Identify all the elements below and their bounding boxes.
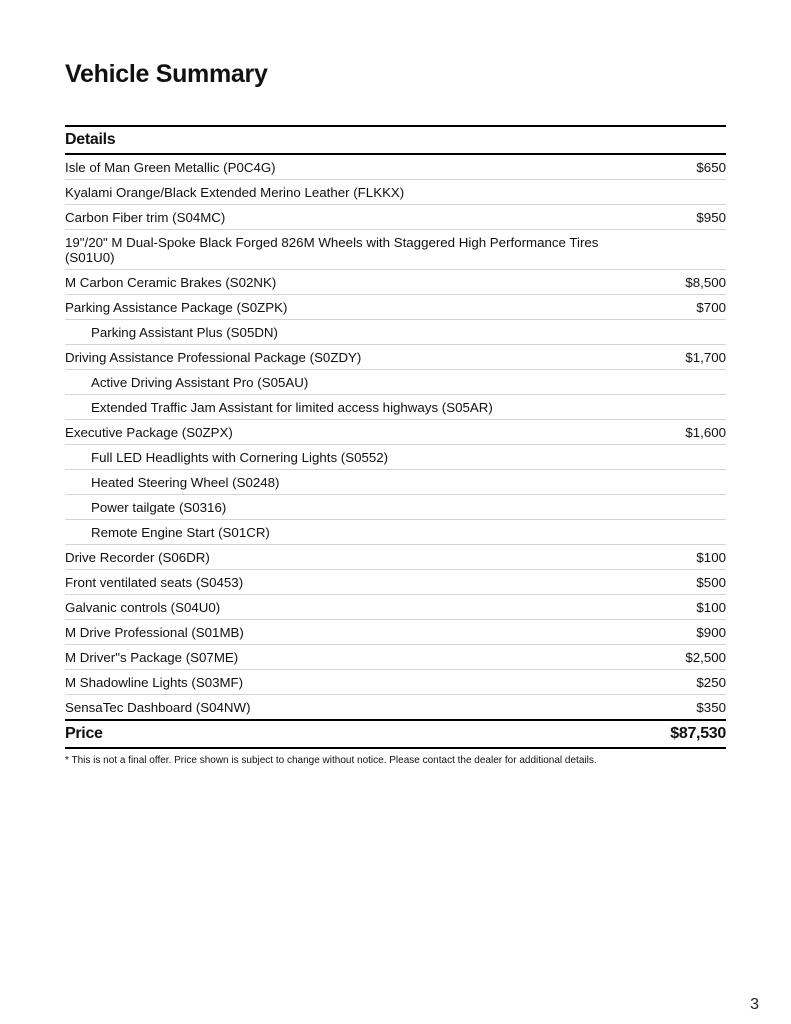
option-price: $950 [696,210,726,225]
package-item-row [65,445,726,470]
package-item-row [65,520,726,545]
package-item-row [65,320,726,345]
option-row [65,155,726,180]
option-price: $8,500 [685,275,726,290]
option-price: $500 [696,575,726,590]
option-row [65,570,726,595]
option-price: $100 [696,550,726,565]
option-row [65,645,726,670]
package-item-label: Active Driving Assistant Pro (S05AU) [91,375,309,390]
option-label: Kyalami Orange/Black Extended Merino Leather (FLKKX) [65,185,405,200]
option-label: M Carbon Ceramic Brakes (S02NK) [65,275,277,290]
total-price-label: Price [65,725,103,742]
package-item-label: Full LED Headlights with Cornering Lights (S0552) [91,450,389,465]
option-label: Carbon Fiber trim (S04MC) [65,210,226,225]
option-label: M Driver"s Package (S07ME) [65,650,239,665]
option-row [65,205,726,230]
option-row [65,595,726,620]
option-price: $650 [696,160,726,175]
option-price: $900 [696,625,726,640]
option-label: Isle of Man Green Metallic (P0C4G) [65,160,276,175]
package-item-label: Remote Engine Start (S01CR) [91,525,270,540]
option-row [65,270,726,295]
package-item-label: Extended Traffic Jam Assistant for limited access highways (S05AR) [91,400,493,415]
option-price: $250 [696,675,726,690]
option-row [65,420,726,445]
package-item-label: Power tailgate (S0316) [91,500,227,515]
option-row [65,230,726,270]
vehicle-summary-table [65,125,726,767]
option-price: $2,500 [685,650,726,665]
option-row [65,345,726,370]
option-label: Parking Assistance Package (S0ZPK) [65,300,288,315]
option-price: $1,700 [685,350,726,365]
option-row [65,620,726,645]
page-number: 3 [750,996,759,1013]
option-price: $350 [696,700,726,715]
option-label: Executive Package (S0ZPX) [65,425,233,440]
total-price-value: $87,530 [670,725,726,742]
package-item-row [65,395,726,420]
package-item-row [65,470,726,495]
total-price-row [65,721,726,749]
option-label: M Drive Professional (S01MB) [65,625,244,640]
details-header: Details [65,125,726,155]
package-item-row [65,495,726,520]
package-item-label: Heated Steering Wheel (S0248) [91,475,280,490]
option-label: Driving Assistance Professional Package (S0ZDY) [65,350,362,365]
option-label: Drive Recorder (S06DR) [65,550,210,565]
option-label: Galvanic controls (S04U0) [65,600,221,615]
option-label: M Shadowline Lights (S03MF) [65,675,244,690]
option-row [65,670,726,695]
option-row [65,295,726,320]
page-title: Vehicle Summary [65,60,268,88]
option-row [65,180,726,205]
option-price: $1,600 [685,425,726,440]
option-row [65,695,726,721]
option-row [65,545,726,570]
option-label: Front ventilated seats (S0453) [65,575,244,590]
option-price: $100 [696,600,726,615]
option-label: SensaTec Dashboard (S04NW) [65,700,251,715]
package-item-label: Parking Assistant Plus (S05DN) [91,325,278,340]
option-price: $700 [696,300,726,315]
disclaimer-note: * This is not a final offer. Price shown is subject to change without notice. Please contact the dealer for additional details. [65,755,597,766]
option-label: 19"/20" M Dual-Spoke Black Forged 826M Wheels with Staggered High Performance Tires (S01U0) [65,235,599,265]
package-item-row [65,370,726,395]
